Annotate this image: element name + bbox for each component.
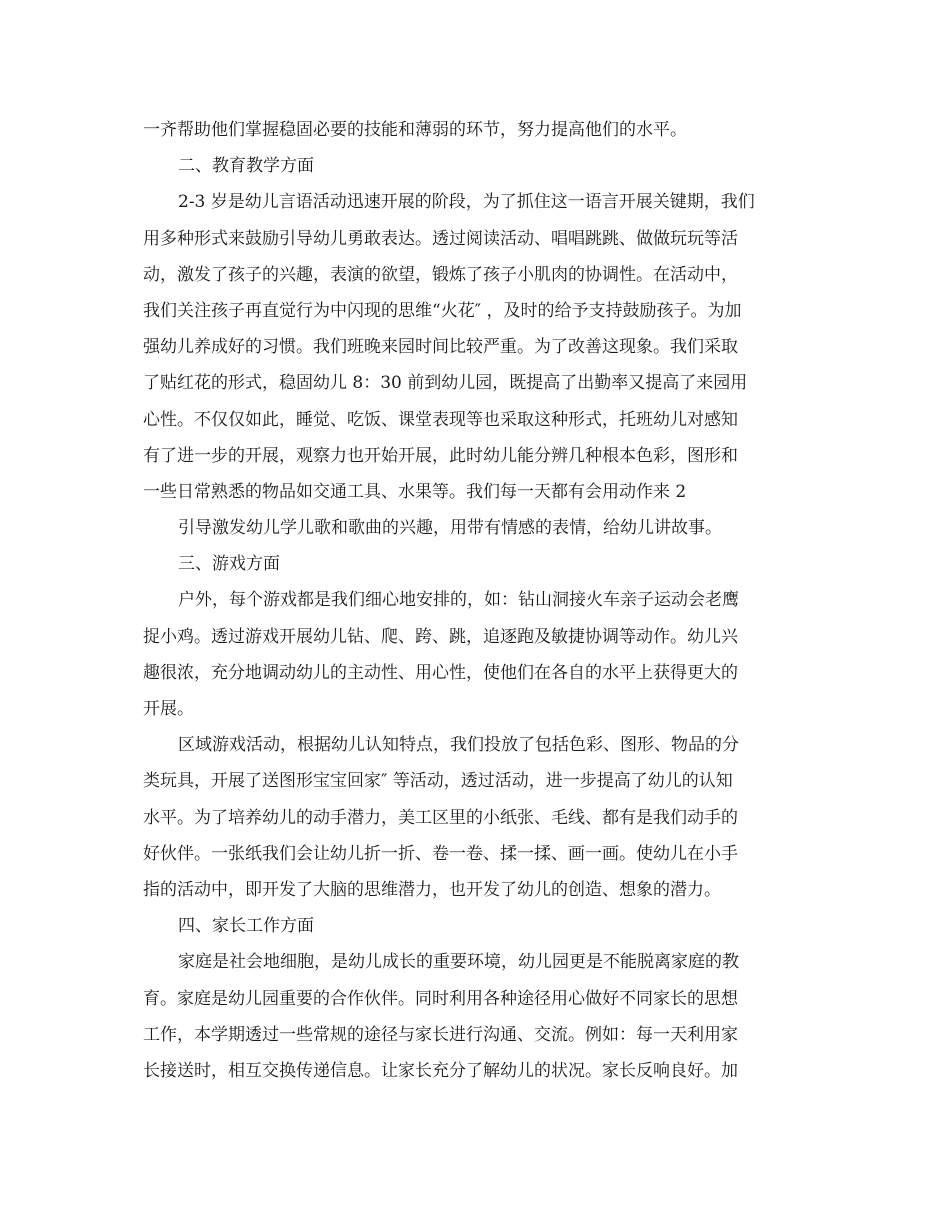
- text-line: 类玩具，开展了送图形宝宝回家″ 等活动，透过活动，进一步提高了幼儿的认知: [143, 771, 733, 792]
- text-line: 强幼儿养成好的习惯。我们班晚来园时间比较严重。为了改善这现象。我们采取: [143, 337, 738, 358]
- text-line: 二、教育教学方面: [178, 156, 314, 177]
- text-line: 引导激发幼儿学儿歌和歌曲的兴趣，用带有情感的表情，给幼儿讲故事。: [178, 518, 722, 539]
- text-line: 四、家长工作方面: [178, 916, 314, 937]
- text-line: 2-3 岁是幼儿言语活动迅速开展的阶段，为了抓住这一语言开展关键期，我们: [178, 192, 755, 213]
- document-body: [143, 112, 813, 1089]
- text-line: 育。家庭是幼儿园重要的合作伙伴。同时利用各种途径用心做好不同家长的思想: [143, 988, 738, 1009]
- text-line: 指的活动中，即开发了大脑的思维潜力，也开发了幼儿的创造、想象的潜力。: [143, 879, 721, 900]
- text-line: 三、游戏方面: [178, 554, 280, 575]
- text-line: 好伙伴。一张纸我们会让幼儿折一折、卷一卷、揉一揉、画一画。使幼儿在小手: [143, 843, 738, 864]
- text-line: 开展。: [143, 699, 194, 719]
- text-line: 长接送时，相互交换传递信息。让家长充分了解幼儿的状况。家长反响良好。加: [143, 1060, 738, 1081]
- text-line: 户外，每个游戏都是我们细心地安排的，如：钻山洞接火车亲子运动会老鹰: [178, 590, 739, 611]
- text-line: 区域游戏活动，根据幼儿认知特点，我们投放了包括色彩、图形、物品的分: [178, 735, 739, 756]
- text-line: 家庭是社会地细胞，是幼儿成长的重要环境，幼儿园更是不能脱离家庭的教: [178, 952, 739, 973]
- text-line: 我们关注孩子再直觉行为中闪现的思维“火花″ ，及时的给予支持鼓励孩子。为加: [143, 300, 742, 321]
- text-line: 有了进一步的开展，观察力也开始开展，此时幼儿能分辨几种根本色彩，图形和: [143, 445, 738, 466]
- text-line: 一齐帮助他们掌握稳固必要的技能和薄弱的环节，努力提高他们的水平。: [143, 120, 687, 140]
- text-line: 一些日常熟悉的物品如交通工具、水果等。我们每一天都有会用动作来 2: [143, 481, 687, 502]
- text-line: 用多种形式来鼓励引导幼儿勇敢表达。透过阅读活动、唱唱跳跳、做做玩玩等活: [143, 228, 738, 249]
- text-line: 了贴红花的形式，稳固幼儿 8：30 前到幼儿园，既提高了出勤率又提高了来园用: [143, 373, 748, 394]
- text-line: 动，激发了孩子的兴趣，表演的欲望，锻炼了孩子小肌肉的协调性。在活动中，: [143, 264, 738, 285]
- text-line: 捉小鸡。透过游戏开展幼儿钻、爬、跨、跳，追逐跑及敏捷协调等动作。幼儿兴: [143, 626, 738, 647]
- text-line: 工作，本学期透过一些常规的途径与家长进行沟通、交流。例如：每一天利用家: [143, 1024, 738, 1045]
- text-line: 心性。不仅仅如此，睡觉、吃饭、课堂表现等也采取这种形式，托班幼儿对感知: [143, 409, 738, 430]
- text-line: 水平。为了培养幼儿的动手潜力，美工区里的小纸张、毛线、都有是我们动手的: [143, 807, 738, 828]
- text-line: 趣很浓，充分地调动幼儿的主动性、用心性，使他们在各自的水平上获得更大的: [143, 662, 738, 683]
